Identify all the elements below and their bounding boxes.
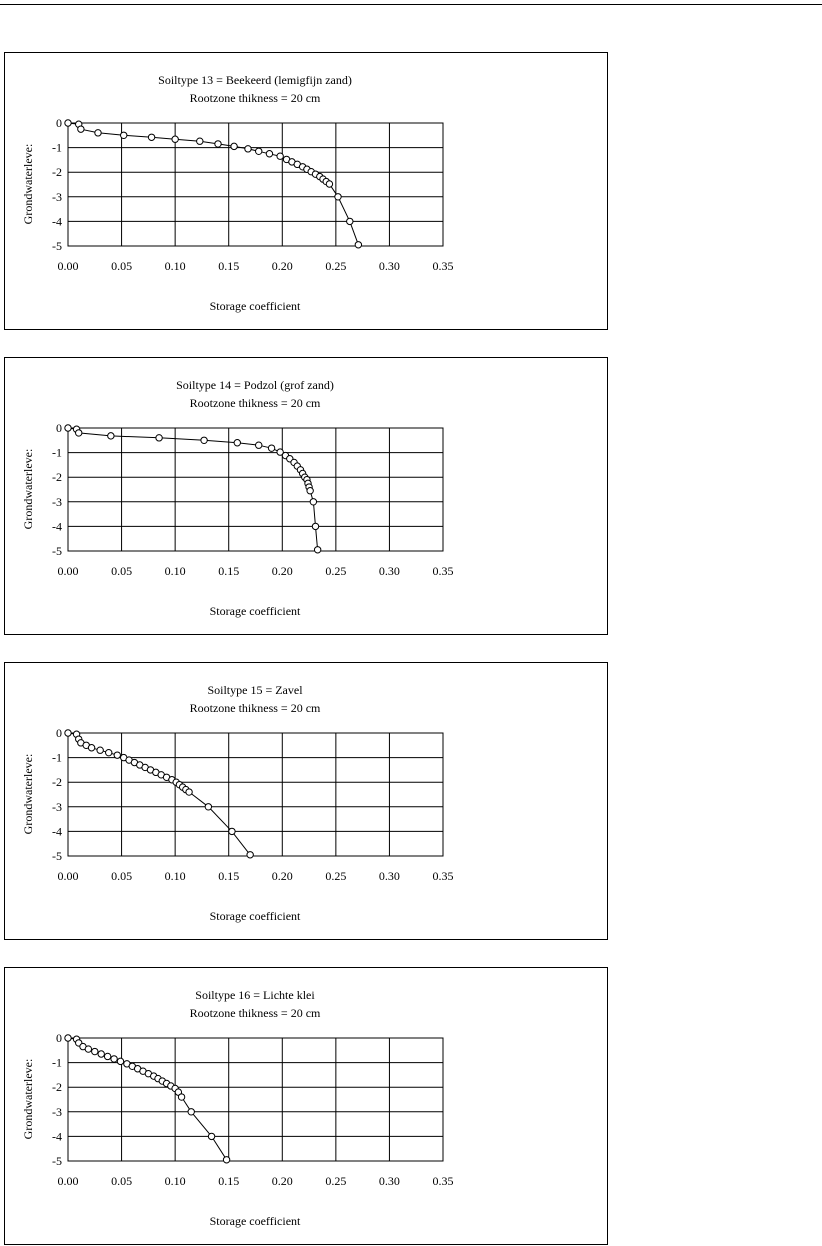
data-point-marker [234, 440, 240, 446]
chart-svg [5, 53, 609, 331]
y-tick-label: -3 [52, 494, 62, 509]
y-tick-label: -5 [52, 544, 62, 558]
y-tick-label: 0 [56, 421, 62, 435]
y-tick-label: -4 [52, 214, 62, 229]
data-point-marker [266, 151, 272, 157]
x-tick-label: 0.25 [325, 564, 347, 578]
data-point-marker [76, 430, 82, 436]
x-tick-label: 0.00 [57, 1174, 79, 1188]
y-tick-label: -3 [52, 1104, 62, 1119]
x-axis-title: Storage coefficient [209, 604, 301, 618]
chart-svg [5, 663, 609, 941]
data-point-marker [215, 141, 221, 147]
y-tick-label: -5 [52, 849, 62, 863]
data-point-marker [178, 1094, 184, 1100]
x-tick-label: 0.25 [325, 869, 347, 883]
y-tick-label: -4 [52, 1129, 62, 1144]
x-tick-label: 0.10 [164, 259, 186, 273]
y-tick-label: -5 [52, 239, 62, 253]
data-point-marker [205, 804, 211, 810]
y-tick-label: -4 [52, 519, 62, 534]
data-point-marker [335, 194, 341, 200]
y-axis-title: Grondwaterleve: [21, 753, 35, 835]
data-point-marker [97, 747, 103, 753]
x-tick-label: 0.05 [111, 564, 133, 578]
data-point-marker [310, 499, 316, 505]
data-point-marker [186, 789, 192, 795]
x-tick-label: 0.25 [325, 259, 347, 273]
chart-subtitle: Rootzone thikness = 20 cm [189, 1006, 321, 1020]
y-tick-label: 0 [56, 726, 62, 740]
data-point-marker [121, 132, 127, 138]
data-point-marker [111, 1056, 117, 1062]
chart-subtitle: Rootzone thikness = 20 cm [189, 91, 321, 105]
x-tick-label: 0.20 [271, 259, 293, 273]
data-point-marker [172, 136, 178, 142]
y-axis-title: Grondwaterleve: [21, 143, 35, 225]
y-tick-label: 0 [56, 116, 62, 130]
data-point-marker [117, 1058, 123, 1064]
y-tick-label: -1 [52, 750, 62, 765]
y-tick-label: -2 [52, 1080, 62, 1095]
series-line [68, 1038, 227, 1160]
y-tick-label: -2 [52, 470, 62, 485]
y-tick-label: -3 [52, 189, 62, 204]
chart-title: Soiltype 14 = Podzol (grof zand) [176, 378, 334, 392]
x-tick-label: 0.30 [378, 1174, 400, 1188]
x-tick-label: 0.05 [111, 1174, 133, 1188]
x-tick-label: 0.10 [164, 1174, 186, 1188]
y-axis-title: Grondwaterleve: [21, 1058, 35, 1140]
series-line [68, 123, 358, 245]
series-line [68, 428, 318, 550]
data-point-marker [245, 146, 251, 152]
data-point-marker [188, 1109, 194, 1115]
y-tick-label: -2 [52, 165, 62, 180]
data-point-marker [197, 138, 203, 144]
data-point-marker [355, 242, 361, 248]
x-tick-label: 0.25 [325, 1174, 347, 1188]
data-point-marker [85, 1046, 91, 1052]
x-tick-label: 0.00 [57, 869, 79, 883]
data-point-marker [326, 181, 332, 187]
x-tick-label: 0.35 [432, 869, 454, 883]
data-point-marker [65, 1035, 71, 1041]
data-point-marker [312, 523, 318, 529]
x-tick-label: 0.30 [378, 259, 400, 273]
chart-svg [5, 968, 609, 1246]
chart-panel-soiltype-15 [4, 662, 608, 940]
data-point-marker [231, 143, 237, 149]
plot-area-frame [68, 733, 443, 856]
x-tick-label: 0.30 [378, 564, 400, 578]
chart-subtitle: Rootzone thikness = 20 cm [189, 701, 321, 715]
data-point-marker [98, 1051, 104, 1057]
data-point-marker [148, 134, 154, 140]
x-axis-title: Storage coefficient [209, 1214, 301, 1228]
y-tick-label: -5 [52, 1154, 62, 1168]
chart-panel-soiltype-13 [4, 52, 608, 330]
x-tick-label: 0.20 [271, 564, 293, 578]
y-tick-label: -1 [52, 1055, 62, 1070]
chart-panel-soiltype-14 [4, 357, 608, 635]
x-tick-label: 0.10 [164, 869, 186, 883]
chart-title: Soiltype 15 = Zavel [207, 683, 303, 697]
x-tick-label: 0.35 [432, 564, 454, 578]
data-point-marker [247, 852, 253, 858]
data-point-marker [65, 120, 71, 126]
data-point-marker [92, 1048, 98, 1054]
chart-svg [5, 358, 609, 636]
data-point-marker [314, 547, 320, 553]
x-tick-label: 0.15 [218, 1174, 240, 1188]
chart-subtitle: Rootzone thikness = 20 cm [189, 396, 321, 410]
data-point-marker [106, 749, 112, 755]
data-point-marker [268, 445, 274, 451]
y-axis-title: Grondwaterleve: [21, 448, 35, 530]
x-tick-label: 0.15 [218, 564, 240, 578]
x-tick-label: 0.20 [271, 869, 293, 883]
data-point-marker [104, 1053, 110, 1059]
x-tick-label: 0.05 [111, 259, 133, 273]
x-tick-label: 0.35 [432, 259, 454, 273]
x-tick-label: 0.05 [111, 869, 133, 883]
data-point-marker [208, 1133, 214, 1139]
data-point-marker [65, 425, 71, 431]
x-axis-title: Storage coefficient [209, 909, 301, 923]
chart-title: Soiltype 13 = Beekeerd (lemigfijn zand) [158, 73, 352, 87]
plot-area-frame [68, 123, 443, 246]
data-point-marker [78, 126, 84, 132]
data-point-marker [229, 828, 235, 834]
y-tick-label: -3 [52, 799, 62, 814]
y-tick-label: 0 [56, 1031, 62, 1045]
x-tick-label: 0.35 [432, 1174, 454, 1188]
data-point-marker [114, 752, 120, 758]
data-point-marker [307, 488, 313, 494]
x-tick-label: 0.15 [218, 869, 240, 883]
data-point-marker [223, 1157, 229, 1163]
y-tick-label: -1 [52, 140, 62, 155]
plot-area-frame [68, 1038, 443, 1161]
y-tick-label: -2 [52, 775, 62, 790]
x-tick-label: 0.00 [57, 564, 79, 578]
x-tick-label: 0.10 [164, 564, 186, 578]
data-point-marker [156, 435, 162, 441]
data-point-marker [277, 153, 283, 159]
data-point-marker [65, 730, 71, 736]
x-axis-title: Storage coefficient [209, 299, 301, 313]
y-tick-label: -1 [52, 445, 62, 460]
x-tick-label: 0.20 [271, 1174, 293, 1188]
y-tick-label: -4 [52, 824, 62, 839]
x-tick-label: 0.30 [378, 869, 400, 883]
x-tick-label: 0.00 [57, 259, 79, 273]
data-point-marker [95, 130, 101, 136]
x-tick-label: 0.15 [218, 259, 240, 273]
page-top-rule [0, 4, 822, 5]
data-point-marker [256, 442, 262, 448]
data-point-marker [347, 218, 353, 224]
data-point-marker [256, 148, 262, 154]
data-point-marker [108, 433, 114, 439]
chart-panel-soiltype-16 [4, 967, 608, 1245]
data-point-marker [201, 437, 207, 443]
chart-title: Soiltype 16 = Lichte klei [195, 988, 315, 1002]
data-point-marker [88, 745, 94, 751]
series-line [68, 733, 250, 855]
